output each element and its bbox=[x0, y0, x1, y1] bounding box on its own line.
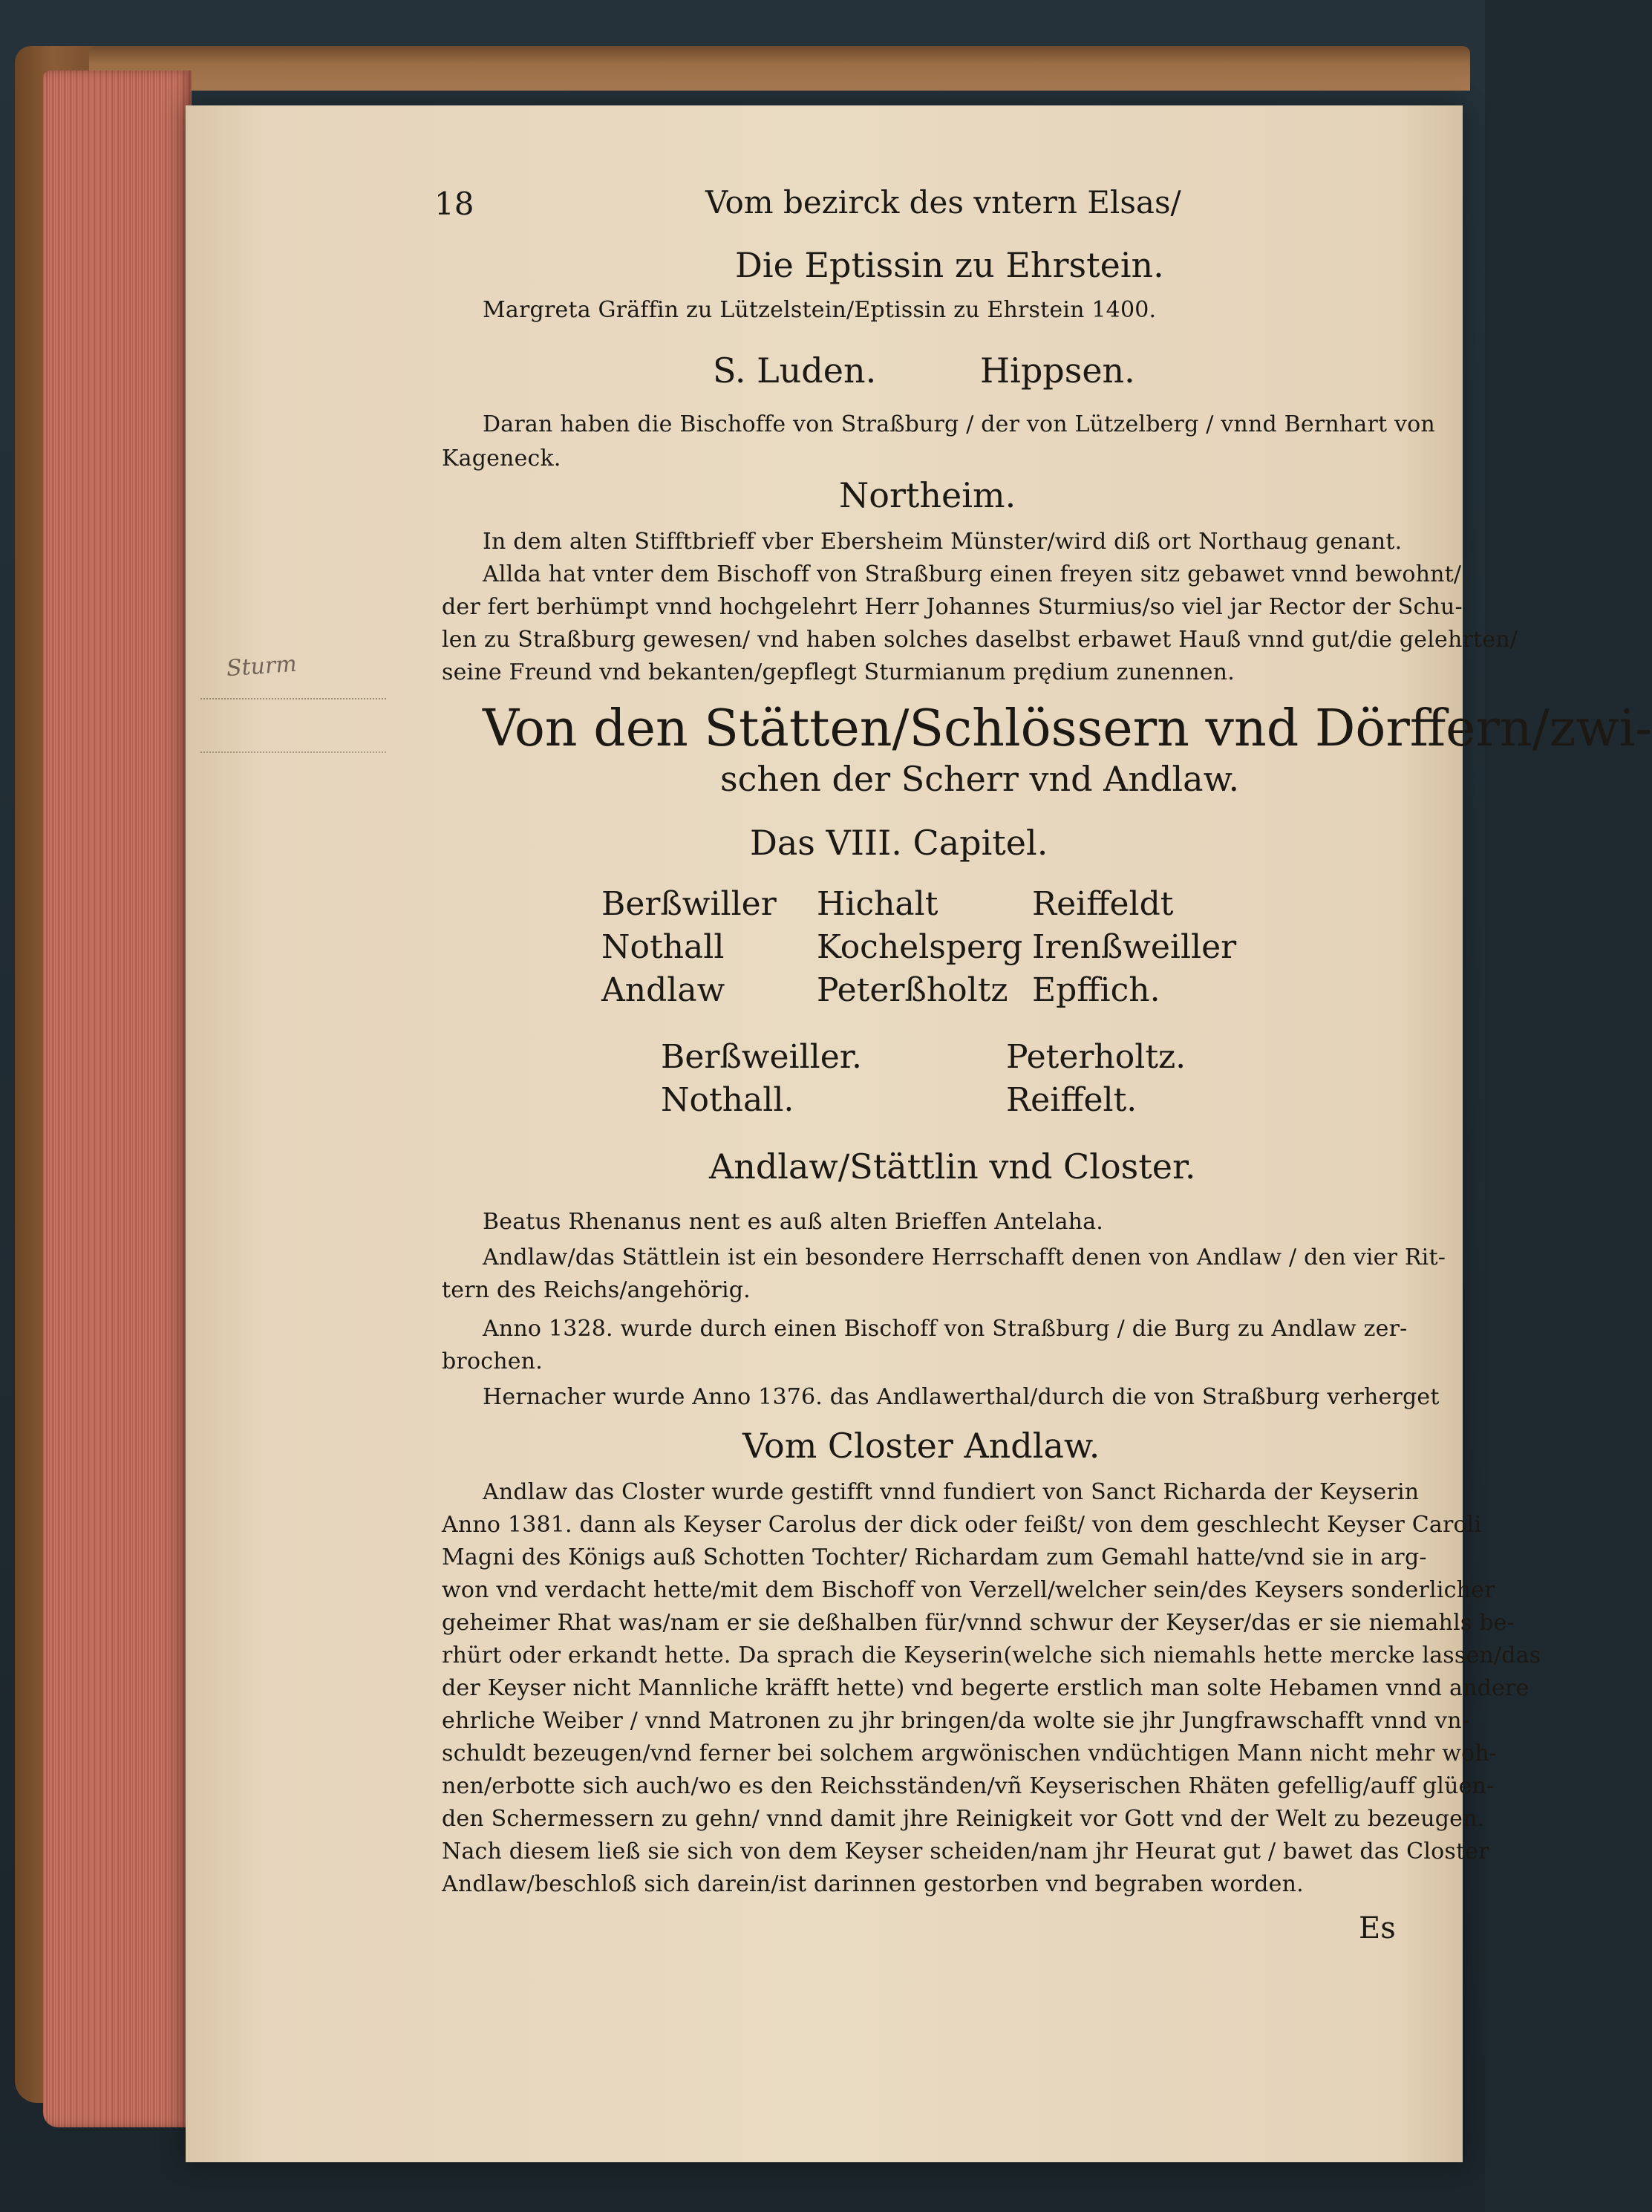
text-line: der Keyser nicht Mannliche kräfft hette) vnd begerte erstlich man solte Hebamen vnnd andere bbox=[442, 1675, 1529, 1701]
text-line: nen/erbotte sich auch/wo es den Reichsständen/vñ Keyserischen Rhäten gefellig/auff glüen- bbox=[442, 1773, 1495, 1799]
text-line: Allda hat vnter dem Bischoff von Straßburg einen freyen sitz gebawet vnnd bewohnt/ bbox=[483, 561, 1462, 587]
text-line: der fert berhümpt vnnd hochgelehrt Herr Johannes Sturmius/so viel jar Rector der Schu- bbox=[442, 594, 1463, 620]
place-name: Andlaw bbox=[601, 971, 725, 1009]
place-name: Irenßweiller bbox=[1032, 928, 1237, 966]
chapter-title-cont: schen der Scherr vnd Andlaw. bbox=[720, 759, 1240, 799]
catchword: Es bbox=[1359, 1911, 1396, 1945]
text-line: rhürt oder erkandt hette. Da sprach die Keyserin(welche sich niemahls hette mercke lassen/das bbox=[442, 1642, 1541, 1668]
section-heading: Andlaw/Stättlin vnd Closter. bbox=[709, 1146, 1196, 1187]
text-line: ehrliche Weiber / vnnd Matronen zu jhr bringen/da wolte sie jhr Jungfrawschafft vnnd vn- bbox=[442, 1708, 1470, 1734]
place-name: Kochelsperg bbox=[817, 928, 1023, 966]
section-heading: Northeim. bbox=[839, 475, 1016, 515]
place-name: Berßweiller. bbox=[661, 1038, 862, 1076]
text-line: schuldt bezeugen/vnd ferner bei solchem argwönischen vndüchtigen Mann nicht mehr woh- bbox=[442, 1740, 1498, 1766]
place-name: Hichalt bbox=[817, 885, 938, 923]
place-name: Nothall bbox=[601, 928, 725, 966]
text-line: Anno 1328. wurde durch einen Bischoff von Straßburg / die Burg zu Andlaw zer- bbox=[483, 1316, 1408, 1342]
place-name: Peterßholtz bbox=[817, 971, 1008, 1009]
text-line: Magni des Königs auß Schotten Tochter/ Richardam zum Gemahl hatte/vnd sie in arg- bbox=[442, 1544, 1427, 1570]
text-line: seine Freund vnd bekanten/gepflegt Sturmianum prędium zunennen. bbox=[442, 659, 1235, 685]
page-number: 18 bbox=[434, 186, 474, 222]
margin-pen-marks bbox=[200, 698, 386, 753]
text-line: den Schermessern zu gehn/ vnnd damit jhre Reinigkeit vor Gott vnd der Welt zu bezeugen. bbox=[442, 1806, 1485, 1832]
chapter-label: Das VIII. Capitel. bbox=[750, 823, 1048, 863]
text-line: len zu Straßburg gewesen/ vnd haben solches daselbst erbawet Hauß vnnd gut/die gelehrten/ bbox=[442, 627, 1518, 653]
text-line: Nach diesem ließ sie sich von dem Keyser scheiden/nam jhr Heurat gut / bawet das Closter bbox=[442, 1839, 1489, 1864]
chapter-title: Von den Stätten/Schlössern vnd Dörffern/zwi- bbox=[483, 699, 1652, 758]
section-heading: Die Eptissin zu Ehrstein. bbox=[735, 245, 1164, 285]
place-name: Reiffeldt bbox=[1032, 885, 1174, 923]
section-heading: Hippsen. bbox=[980, 350, 1135, 391]
text-line: Anno 1381. dann als Keyser Carolus der dick oder feißt/ von dem geschlecht Keyser Caroli bbox=[442, 1512, 1482, 1538]
text-line: Beatus Rhenanus nent es auß alten Brieffen Antelaha. bbox=[483, 1209, 1104, 1235]
place-name: Peterholtz. bbox=[1006, 1038, 1186, 1076]
place-name: Reiffelt. bbox=[1006, 1081, 1137, 1119]
text-line: Andlaw/beschloß sich darein/ist darinnen gestorben vnd begraben worden. bbox=[442, 1871, 1304, 1897]
page-edges bbox=[43, 71, 192, 2127]
text-line: brochen. bbox=[442, 1348, 543, 1374]
book-top-edge bbox=[89, 46, 1470, 91]
place-name: Epffich. bbox=[1032, 971, 1160, 1009]
text-line: geheimer Rhat was/nam er sie deßhalben für/vnnd schwur der Keyser/das er sie niemahls be- bbox=[442, 1610, 1515, 1636]
place-name: Nothall. bbox=[661, 1081, 794, 1119]
text-line: Hernacher wurde Anno 1376. das Andlawerthal/durch die von Straßburg verherget bbox=[483, 1384, 1440, 1410]
book-page bbox=[186, 105, 1652, 2162]
running-head: Vom bezirck des vntern Elsas/ bbox=[705, 184, 1181, 221]
section-heading: Vom Closter Andlaw. bbox=[742, 1426, 1100, 1466]
text-line: tern des Reichs/angehörig. bbox=[442, 1277, 751, 1303]
text-line: Daran haben die Bischoffe von Straßburg / der von Lützelberg / vnnd Bernhart von bbox=[483, 411, 1435, 437]
text-line: In dem alten Stifftbrieff vber Ebersheim Münster/wird diß ort Northaug genant. bbox=[483, 529, 1403, 555]
text-line: Margreta Gräffin zu Lützelstein/Eptissin zu Ehrstein 1400. bbox=[483, 297, 1157, 323]
text-line: Andlaw/das Stättlein ist ein besondere Herrschafft denen von Andlaw / den vier Rit- bbox=[483, 1244, 1446, 1270]
section-heading: S. Luden. bbox=[713, 350, 877, 391]
text-line: Kageneck. bbox=[442, 446, 561, 472]
text-line: Andlaw das Closter wurde gestifft vnnd fundiert von Sanct Richarda der Keyserin bbox=[483, 1479, 1420, 1505]
handwritten-margin-note: Sturm bbox=[225, 650, 298, 682]
text-line: won vnd verdacht hette/mit dem Bischoff von Verzell/welcher sein/des Keysers sonderlicher bbox=[442, 1577, 1495, 1603]
place-name: Berßwiller bbox=[601, 885, 777, 923]
